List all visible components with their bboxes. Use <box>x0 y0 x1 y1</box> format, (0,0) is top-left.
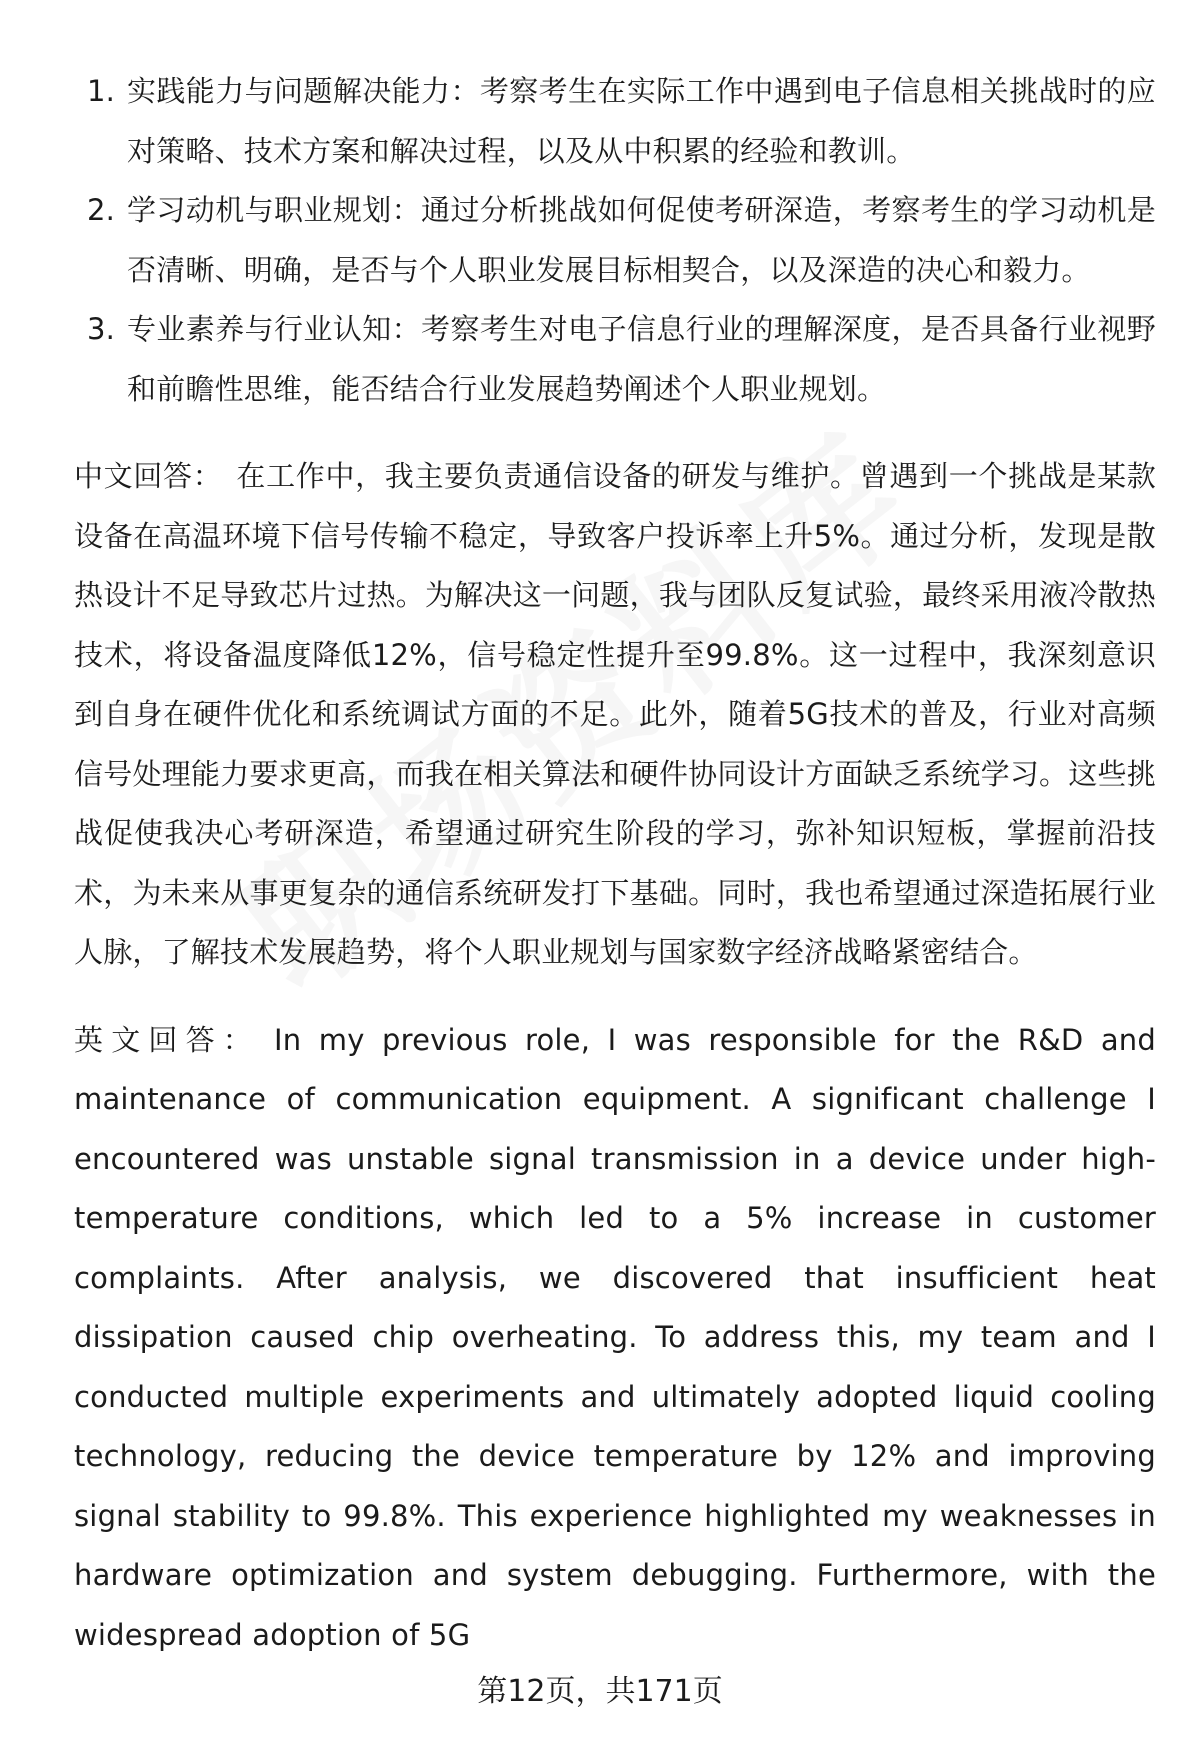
criteria-text: 实践能力与问题解决能力：考察考生在实际工作中遇到电子信息相关挑战时的应对策略、技术方案和解决过程，以及从中积累的经验和教训。 <box>127 74 1156 168</box>
list-number: 2. <box>87 193 116 227</box>
list-number: 3. <box>87 312 116 346</box>
chinese-answer-paragraph <box>74 447 1156 983</box>
criteria-item <box>74 62 1156 181</box>
criteria-list <box>74 62 1156 419</box>
english-answer-paragraph <box>74 1011 1156 1666</box>
criteria-item <box>74 300 1156 419</box>
english-answer-text: In my previous role, I was responsible for the R&D and maintenance of communication equipment. A significant challenge I encountered was unstable signal transmission in a device under high-temperature conditions, which led to a 5% increase in customer complaints. After analysis, we discovered that insufficient heat dissipation caused chip overheating. To address this, my team and I conducted multiple experiments and ultimately adopted liquid cooling technology, reducing the device temperature by 12% and improving signal stability to 99.8%. This experience highlighted my weaknesses in hardware optimization and system debugging. Furthermore, with the widespread adoption of 5G <box>74 1022 1156 1652</box>
criteria-item <box>74 181 1156 300</box>
chinese-answer-text: 在工作中，我主要负责通信设备的研发与维护。曾遇到一个挑战是某款设备在高温环境下信号传输不稳定，导致客户投诉率上升5%。通过分析，发现是散热设计不足导致芯片过热。为解决这一问题，我与团队反复试验，最终采用液冷散热技术，将设备温度降低12%，信号稳定性提升至99.8%。这一过程中，我深刻意识到自身在硬件优化和系统调试方面的不足。此外，随着5G技术的普及，行业对高频信号处理能力要求更高，而我在相关算法和硬件协同设计方面缺乏系统学习。这些挑战促使我决心考研深造，希望通过研究生阶段的学习，弥补知识短板，掌握前沿技术，为未来从事更复杂的通信系统研发打下基础。同时，我也希望通过深造拓展行业人脉，了解技术发展趋势，将个人职业规划与国家数字经济战略紧密结合。 <box>74 459 1156 969</box>
page-content <box>74 62 1156 1665</box>
page-number-footer: 第12页，共171页 <box>477 1674 723 1709</box>
criteria-text: 专业素养与行业认知：考察考生对电子信息行业的理解深度，是否具备行业视野和前瞻性思维，能否结合行业发展趋势阐述个人职业规划。 <box>127 312 1156 406</box>
chinese-answer-label: 中文回答： <box>74 459 223 493</box>
criteria-text: 学习动机与职业规划：通过分析挑战如何促使考研深造，考察考生的学习动机是否清晰、明确，是否与个人职业发展目标相契合，以及深造的决心和毅力。 <box>127 193 1156 287</box>
english-answer-label: 英文回答： <box>74 1022 261 1057</box>
list-number: 1. <box>87 74 116 108</box>
